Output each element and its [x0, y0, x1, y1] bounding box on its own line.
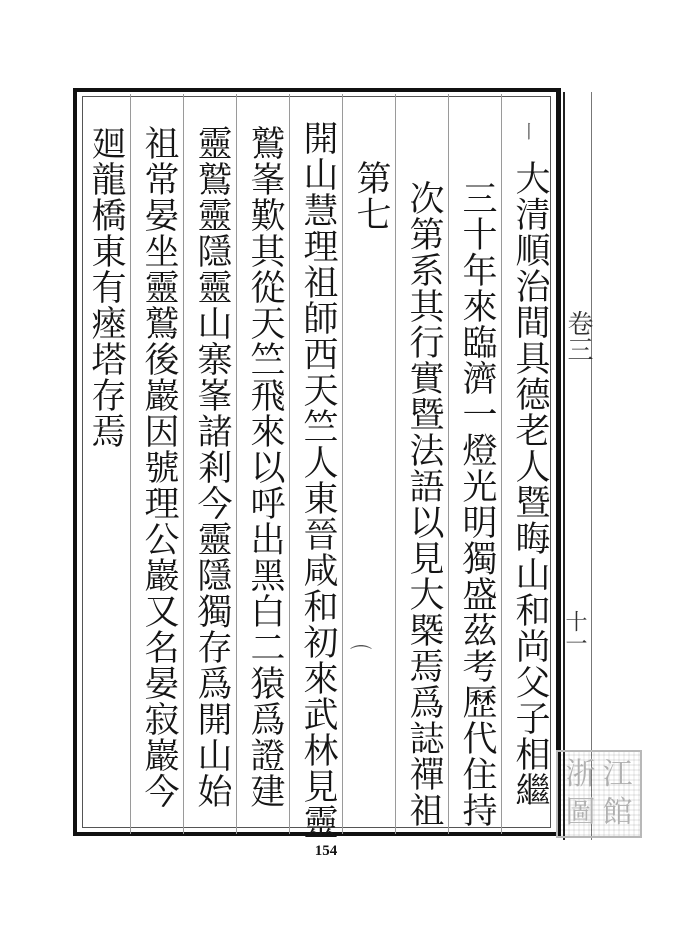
ink-mark: 丨 [520, 122, 538, 143]
margin-page-number: 十一 [562, 610, 587, 654]
text-column-5: 開山慧理祖師西天竺人東晉咸和初來武林見靈 [298, 120, 338, 840]
page-number: 154 [314, 843, 338, 859]
text-column-1: 大清順治間具德老人暨晦山和尚父子相繼 [510, 160, 550, 808]
section-heading: 第七 [351, 160, 391, 232]
margin-title: 卷三 [563, 310, 593, 362]
ink-mark: ⌒ [350, 645, 373, 670]
text-column-6: 鷲峯歎其從天竺飛來以呼出黑白二猿爲證建 [245, 125, 285, 809]
library-seal [556, 750, 642, 838]
seal-glyph: 館 [602, 795, 633, 830]
text-column-9: 廻龍橋東有瘞塔存焉 [86, 125, 126, 449]
text-column-2: 三十年來臨濟一燈光明獨盛茲考歷代住持 [457, 180, 497, 828]
margin-strip [563, 92, 592, 840]
seal-glyph: 浙 [565, 757, 596, 792]
text-column-3: 次第系其行實暨法語以見大槩焉爲誌禪祖 [404, 180, 444, 828]
seal-glyph: 圖 [565, 795, 596, 830]
text-column-8: 祖常晏坐靈鷲後巖因號理公巖又名晏寂巖今 [139, 125, 179, 809]
text-column-7: 靈鷲靈隱靈山寨峯諸剎今靈隱獨存爲開山始 [192, 125, 232, 809]
seal-glyph: 江 [602, 757, 633, 792]
